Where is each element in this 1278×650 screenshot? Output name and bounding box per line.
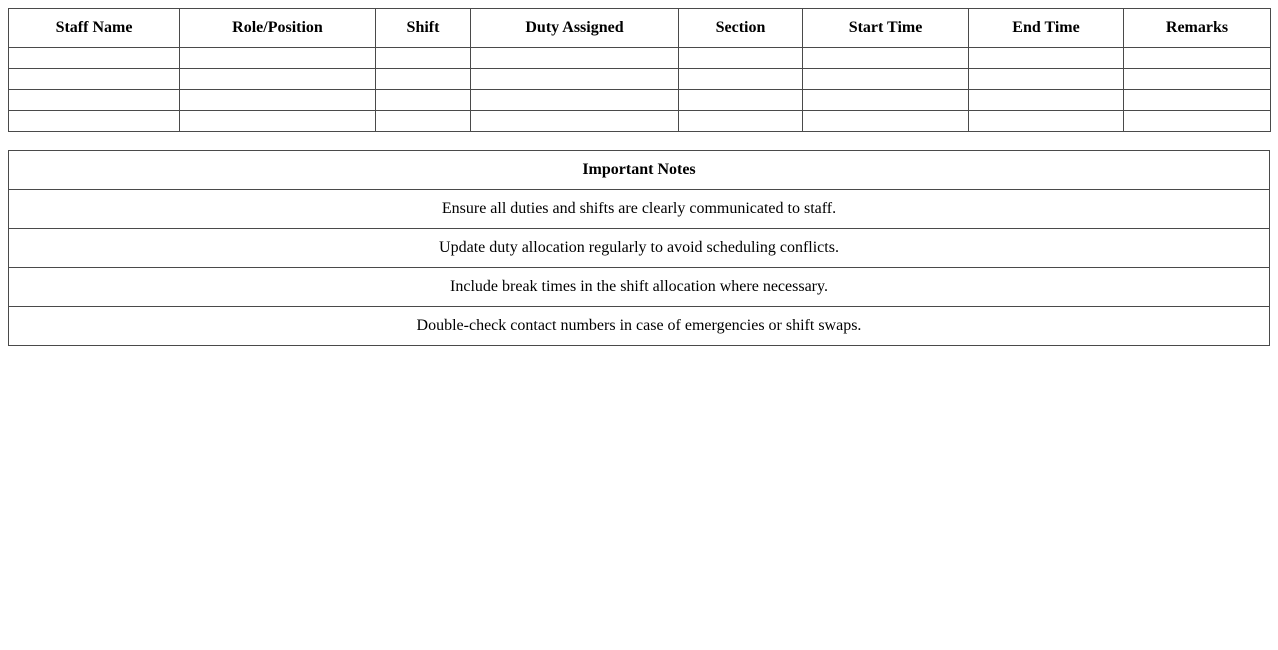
- note-item: Update duty allocation regularly to avoid scheduling conflicts.: [9, 229, 1270, 268]
- table-row: [9, 111, 1271, 132]
- table-row: [9, 48, 1271, 69]
- duty-allocation-table: [8, 8, 1271, 132]
- cell-start-time[interactable]: [803, 111, 969, 132]
- note-item: Include break times in the shift allocation where necessary.: [9, 268, 1270, 307]
- note-row: [9, 307, 1270, 346]
- header-role-position: Role/Position: [180, 9, 376, 48]
- header-staff-name: Staff Name: [9, 9, 180, 48]
- cell-duty-assigned[interactable]: [471, 69, 679, 90]
- cell-role-position[interactable]: [180, 69, 376, 90]
- cell-start-time[interactable]: [803, 69, 969, 90]
- header-section: Section: [679, 9, 803, 48]
- cell-shift[interactable]: [376, 111, 471, 132]
- cell-staff-name[interactable]: [9, 90, 180, 111]
- header-duty-assigned: Duty Assigned: [471, 9, 679, 48]
- cell-remarks[interactable]: [1124, 111, 1271, 132]
- table-row: [9, 69, 1271, 90]
- cell-staff-name[interactable]: [9, 48, 180, 69]
- table-row: [9, 90, 1271, 111]
- note-item: Double-check contact numbers in case of emergencies or shift swaps.: [9, 307, 1270, 346]
- header-row: [9, 9, 1271, 48]
- cell-end-time[interactable]: [969, 69, 1124, 90]
- cell-section[interactable]: [679, 48, 803, 69]
- note-row: [9, 229, 1270, 268]
- cell-remarks[interactable]: [1124, 90, 1271, 111]
- cell-role-position[interactable]: [180, 48, 376, 69]
- cell-staff-name[interactable]: [9, 69, 180, 90]
- cell-section[interactable]: [679, 90, 803, 111]
- cell-section[interactable]: [679, 69, 803, 90]
- cell-remarks[interactable]: [1124, 69, 1271, 90]
- note-row: [9, 268, 1270, 307]
- cell-shift[interactable]: [376, 69, 471, 90]
- header-shift: Shift: [376, 9, 471, 48]
- note-row: [9, 190, 1270, 229]
- cell-section[interactable]: [679, 111, 803, 132]
- cell-shift[interactable]: [376, 90, 471, 111]
- cell-role-position[interactable]: [180, 90, 376, 111]
- cell-end-time[interactable]: [969, 90, 1124, 111]
- cell-shift[interactable]: [376, 48, 471, 69]
- notes-header-row: [9, 151, 1270, 190]
- note-item: Ensure all duties and shifts are clearly communicated to staff.: [9, 190, 1270, 229]
- important-notes-table: [8, 150, 1270, 346]
- cell-remarks[interactable]: [1124, 48, 1271, 69]
- header-start-time: Start Time: [803, 9, 969, 48]
- notes-title: Important Notes: [9, 151, 1270, 190]
- cell-role-position[interactable]: [180, 111, 376, 132]
- cell-end-time[interactable]: [969, 48, 1124, 69]
- header-remarks: Remarks: [1124, 9, 1271, 48]
- cell-duty-assigned[interactable]: [471, 90, 679, 111]
- cell-start-time[interactable]: [803, 90, 969, 111]
- cell-start-time[interactable]: [803, 48, 969, 69]
- header-end-time: End Time: [969, 9, 1124, 48]
- cell-end-time[interactable]: [969, 111, 1124, 132]
- cell-duty-assigned[interactable]: [471, 111, 679, 132]
- cell-staff-name[interactable]: [9, 111, 180, 132]
- cell-duty-assigned[interactable]: [471, 48, 679, 69]
